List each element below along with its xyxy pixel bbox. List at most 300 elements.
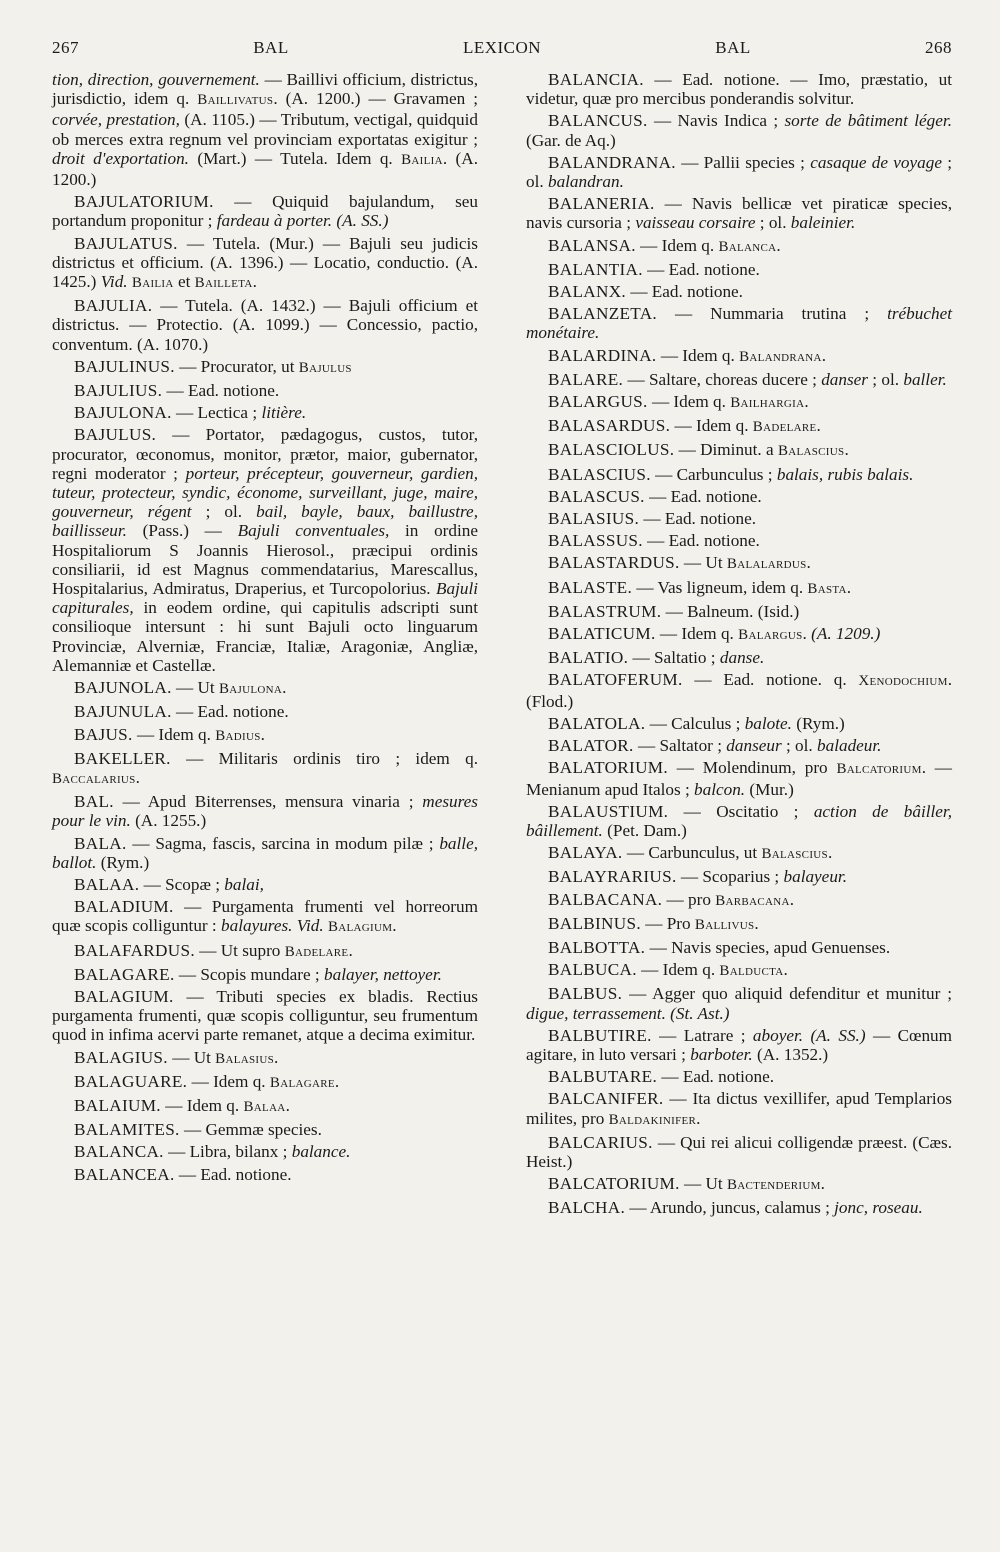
- entry-text: — Baillivi officium, districtus, jurisdictio, idem q.: [52, 70, 478, 109]
- entry-text: .: [820, 1174, 825, 1194]
- dictionary-entry: [526, 260, 952, 279]
- entry-italic-text: litière.: [261, 403, 307, 423]
- entry-text: — Saltator ;: [633, 736, 727, 756]
- entry-text: ; ol.: [191, 502, 257, 522]
- entry-text: — Ut: [171, 678, 219, 698]
- entry-italic-text: fardeau à porter.: [216, 211, 333, 231]
- entry-cross-reference: Balducta: [719, 963, 784, 980]
- entry-headword: BAJUNOLA.: [74, 678, 172, 698]
- entry-text: .: [827, 843, 833, 863]
- entry-cross-reference: Bailia: [131, 275, 174, 292]
- dictionary-entry: [526, 346, 952, 367]
- dictionary-entry: [52, 296, 478, 354]
- entry-text: — Tutela. (A. 1432.) — Bajuli officium et districtus. — Protectio. (A. 1099.) — Concessio, pactio, conventum. (A. 1070.): [52, 296, 478, 354]
- entry-headword: BAJULONA.: [74, 403, 172, 423]
- entry-text: .: [783, 960, 788, 980]
- entry-text: .: [802, 624, 812, 644]
- entry-text: — Quiquid bajulandum, seu portandum proponitur ;: [52, 192, 478, 231]
- dictionary-entry: [526, 282, 952, 301]
- entry-headword: BALAGARE.: [74, 964, 175, 984]
- entry-headword: BALBINUS.: [548, 913, 641, 933]
- dictionary-entry: [52, 725, 478, 746]
- left-running-title: BAL: [253, 38, 289, 57]
- entry-italic-text: Vid.: [100, 272, 128, 292]
- entry-headword: BALANTIA.: [548, 259, 643, 279]
- entry-headword: BALANCUS.: [548, 111, 648, 131]
- entry-headword: BALARGUS.: [548, 392, 648, 412]
- entry-headword: BALAGIUS.: [74, 1047, 168, 1067]
- entry-cross-reference: Balanca: [718, 238, 777, 255]
- entry-text: — Portator, pædagogus, custos, tutor, procurator, œconomus, monitor, prætor, maior, gubernator, regni moderator ;: [52, 425, 478, 483]
- dictionary-entry: [526, 602, 952, 621]
- dictionary-entry: [526, 624, 952, 645]
- dictionary-entry: [526, 440, 952, 461]
- entry-italic-text: baladeur.: [817, 736, 882, 756]
- entry-text: . (Flod.): [526, 670, 952, 711]
- entry-text: .: [844, 440, 849, 460]
- entry-headword: BALATOR.: [548, 736, 634, 756]
- entry-text: (Mart.) — Tutela. Idem q.: [188, 148, 402, 168]
- entry-text: — Ead. notione.: [657, 1067, 774, 1087]
- entry-italic-text: (A. SS.): [810, 1025, 866, 1045]
- entry-text: — Scopis mundare ;: [174, 964, 324, 984]
- entry-text: — Idem q.: [635, 235, 719, 255]
- entry-headword: BALCARIUS.: [548, 1132, 653, 1152]
- entry-text: (A. 1105.) — Tributum, vectigal, quidquid ob merces extra regnum vel provinciam exportatas exigitur ;: [52, 110, 478, 149]
- entry-cross-reference: Baccalarius: [52, 770, 136, 787]
- dictionary-entry: [526, 1067, 952, 1086]
- entry-headword: BALASCIUS.: [548, 464, 651, 484]
- entry-italic-text: danser: [821, 369, 868, 389]
- dictionary-entry: [526, 553, 952, 574]
- right-column: [526, 70, 952, 1221]
- dictionary-entry: [526, 153, 952, 191]
- entry-text: in eodem ordine, qui capitulis adscripti sunt consilioque intersunt : hi sunt Bajuli octo linguarum Provinciæ, Alverniæ, Franciæ, Italiæ, Aragoniæ, Angliæ, Alemanniæ et Castellæ.: [52, 598, 478, 675]
- entry-italic-text: porteur, précepteur, gouverneur, gardien, tuteur, protecteur, syndic, économe, surveillant, juge, maire, gouverneur, régent: [52, 463, 478, 522]
- entry-text: — Cœnum agitare, in luto versari ;: [526, 1025, 952, 1064]
- entry-text: — Libra, bilanx ;: [163, 1142, 292, 1162]
- dictionary-entry: [52, 834, 478, 872]
- entry-text: — Scopæ ;: [139, 874, 225, 894]
- entry-text: ; ol.: [868, 369, 904, 389]
- entry-cross-reference: Bailleta: [194, 275, 253, 292]
- entry-text: — Ead. notione.: [171, 702, 289, 722]
- entry-headword: BAJULATORIUM.: [74, 192, 214, 212]
- entry-text: — Navis bellicæ vet piraticæ species, navis cursoria ;: [526, 194, 952, 233]
- dictionary-entry: [526, 111, 952, 149]
- entry-text: .: [260, 724, 265, 744]
- entry-text: .: [274, 1047, 279, 1067]
- entry-text: ; ol.: [526, 152, 953, 192]
- entry-italic-text: balai,: [224, 874, 264, 894]
- dictionary-entry: [526, 531, 952, 550]
- entry-italic-text: balandran.: [547, 172, 624, 192]
- entry-italic-text: balais, rubis balais.: [776, 464, 914, 484]
- entry-text: .: [334, 1071, 340, 1091]
- dictionary-entry: [52, 1096, 478, 1117]
- entry-text: — Navis Indica ;: [647, 111, 785, 131]
- entry-italic-text: droit d'exportation.: [52, 148, 189, 168]
- entry-text: .: [135, 767, 140, 787]
- entry-text: — Agger quo aliquid defenditur et munitur ;: [622, 984, 952, 1004]
- entry-cross-reference: Barbacana: [715, 892, 790, 909]
- entry-text: — Ead. notione.: [639, 509, 756, 529]
- center-running-title: LEXICON: [462, 38, 542, 57]
- entry-italic-text: baller.: [903, 369, 947, 389]
- entry-headword: BALAGIUM.: [74, 986, 174, 1006]
- entry-italic-text: trébuchet monétaire.: [526, 304, 952, 343]
- entry-cross-reference: Bajulus: [298, 359, 352, 376]
- entry-text: — Ead. notione.: [174, 1164, 292, 1184]
- entry-italic-text: Bajuli conventuales,: [237, 521, 390, 541]
- entry-text: — Ead. notione.: [642, 259, 760, 279]
- dictionary-entry: [526, 648, 952, 667]
- entry-headword: BAJULIA.: [74, 296, 153, 316]
- entry-headword: BAJULUS.: [74, 425, 157, 445]
- dictionary-entry: [52, 381, 478, 400]
- entry-text: — Nummaria trutina ;: [657, 304, 888, 324]
- entry-text: .: [348, 940, 353, 960]
- entry-headword: BALANCEA.: [74, 1164, 175, 1184]
- entry-text: (Gar. de Aq.): [526, 130, 616, 150]
- entry-text: .: [776, 235, 781, 255]
- dictionary-entry: [52, 357, 478, 378]
- entry-text: (Rym.): [96, 852, 150, 872]
- entry-italic-text: balcon.: [694, 779, 746, 799]
- dictionary-entry: [526, 509, 952, 528]
- entry-headword: BALARE.: [548, 369, 624, 389]
- entry-italic-text: action de bâiller, bâillement.: [526, 801, 952, 840]
- entry-headword: BALASIUS.: [548, 509, 640, 529]
- entry-cross-reference: Balalardus: [726, 556, 807, 573]
- entry-text: (Pet. Dam.): [602, 820, 687, 840]
- entry-headword: BALANERIA.: [548, 194, 655, 214]
- entry-italic-text: balance.: [291, 1142, 351, 1162]
- entry-headword: BALANX.: [548, 282, 627, 302]
- entry-headword: BALA.: [74, 833, 127, 853]
- entry-italic-text: balayeur.: [783, 867, 847, 887]
- entry-headword: BAKELLER.: [74, 748, 171, 768]
- entry-text: ; ol.: [781, 736, 818, 756]
- entry-text: — Scoparius ;: [676, 867, 784, 887]
- dictionary-entry: [52, 678, 478, 699]
- entry-italic-text: digue, terrassement.: [526, 1003, 666, 1023]
- entry-text: — Pro: [640, 913, 695, 933]
- dictionary-entry: [526, 465, 952, 484]
- entry-text: — Ead. notione. q.: [682, 670, 859, 690]
- entry-text: .: [285, 1095, 290, 1115]
- entry-text: — Idem q.: [160, 1095, 244, 1115]
- entry-headword: BALASCUS.: [548, 486, 645, 506]
- entry-text: (Pass.) —: [126, 521, 238, 541]
- entry-cross-reference: Badelare: [752, 419, 817, 436]
- entry-cross-reference: Balagium: [327, 919, 393, 936]
- entry-text: — pro: [662, 889, 716, 909]
- entry-text: .: [804, 392, 809, 412]
- dictionary-entry: [526, 1133, 952, 1171]
- entry-cross-reference: Baldakinifer: [608, 1111, 697, 1128]
- dictionary-entry: [52, 1142, 478, 1161]
- dictionary-entry: [52, 749, 478, 789]
- entry-text: .: [816, 416, 821, 436]
- entry-italic-text: baleinier.: [790, 213, 856, 233]
- entry-italic-text: Bajuli capiturales,: [52, 579, 478, 618]
- dictionary-entry: [52, 792, 478, 830]
- entry-italic-text: vaisseau corsaire: [635, 213, 756, 233]
- entry-italic-text: jonc, roseau.: [834, 1198, 923, 1218]
- entry-headword: BALCANIFER.: [548, 1089, 664, 1109]
- entry-cross-reference: Balcatorium: [836, 761, 922, 778]
- entry-headword: BALANCIA.: [548, 70, 644, 89]
- entry-cross-reference: Balaa: [243, 1098, 286, 1115]
- entry-text: — Purgamenta frumenti vel horreorum quæ scopis colliguntur :: [52, 897, 478, 936]
- entry-text: — Ut: [679, 553, 727, 573]
- dictionary-entry: [526, 890, 952, 911]
- entry-text: — Balneum. (Isid.): [661, 601, 800, 621]
- entry-cross-reference: Basta: [807, 580, 847, 597]
- entry-text: . — Menianum apud Italos ;: [526, 758, 952, 799]
- dictionary-entry: [526, 714, 952, 733]
- entry-text: — Navis species, apud Genuenses.: [645, 937, 891, 957]
- entry-headword: BALADIUM.: [74, 897, 174, 917]
- entry-text: — Idem q.: [132, 724, 216, 744]
- dictionary-entry: [526, 914, 952, 935]
- entry-italic-text: balote.: [744, 713, 792, 733]
- entry-cross-reference: Bailia: [401, 151, 443, 168]
- entry-headword: BAJULIUS.: [74, 381, 163, 401]
- entry-text: — Vas ligneum, idem q.: [632, 577, 808, 597]
- dictionary-entry: [52, 702, 478, 721]
- entry-headword: BALBUS.: [548, 984, 623, 1004]
- entry-text: — Ut: [167, 1047, 216, 1067]
- entry-italic-text: barboter.: [690, 1044, 753, 1064]
- dictionary-entry: [52, 1165, 478, 1184]
- dictionary-entry: [52, 1048, 478, 1069]
- entry-headword: BAJULINUS.: [74, 356, 175, 376]
- entry-text: — Ita dictus vexillifer, apud Templarios milites, pro: [526, 1089, 952, 1128]
- entry-text: (Mur.): [745, 779, 794, 799]
- entry-text: — Oscitatio ;: [668, 801, 814, 821]
- entry-text: — Ead. notione. — Imo, præstatio, ut videtur, quæ pro mercibus ponderandis solvitur.: [526, 70, 952, 109]
- entry-headword: BALATIO.: [548, 648, 629, 668]
- entry-italic-text: (A. 1209.): [811, 624, 881, 644]
- text-columns: [52, 70, 952, 1221]
- dictionary-entry: [52, 403, 478, 422]
- entry-text: — Ead. notione.: [162, 381, 280, 401]
- dictionary-entry: [526, 867, 952, 886]
- entry-italic-text: Vid.: [296, 916, 324, 936]
- dictionary-entry: [526, 1174, 952, 1195]
- entry-text: .: [806, 553, 811, 573]
- entry-text: — Ut supro: [194, 940, 285, 960]
- entry-cross-reference: Xenodochium: [858, 673, 948, 690]
- entry-text: (A. 1255.): [130, 811, 207, 831]
- entry-text: — Qui rei alicui colligendæ præest. (Cæs. Heist.): [526, 1132, 952, 1171]
- entry-text: — Tributi species ex bladis. Rectius purgamenta frumenti, quæ scopis colliguntur, seu frumentum quod in infima acervi parte remanet, atque a decima eximitur.: [52, 986, 478, 1045]
- entry-headword: BALCATORIUM.: [548, 1174, 680, 1194]
- entry-text: .: [754, 913, 759, 933]
- dictionary-entry: [526, 1026, 952, 1064]
- dictionary-entry: [526, 960, 952, 981]
- entry-cross-reference: Ballivus: [694, 916, 755, 933]
- entry-italic-text: sorte de bâtiment léger.: [784, 111, 952, 131]
- entry-headword: BALASCIOLUS.: [548, 440, 675, 460]
- entry-cross-reference: Balascius: [761, 846, 828, 863]
- entry-cross-reference: Badelare: [284, 943, 349, 960]
- dictionary-entry: [526, 370, 952, 389]
- dictionary-entry: [526, 1089, 952, 1129]
- dictionary-entry: [526, 670, 952, 710]
- entry-text: — Procurator, ut: [174, 356, 299, 376]
- entry-text: .: [252, 272, 257, 292]
- entry-headword: BAJUS.: [74, 724, 133, 744]
- entry-text: — Idem q.: [636, 960, 720, 980]
- dictionary-entry: [526, 984, 952, 1022]
- entry-cross-reference: Baillivatus: [197, 92, 274, 109]
- entry-text: .: [846, 577, 852, 597]
- dictionary-entry: [52, 987, 478, 1045]
- entry-cross-reference: Badius: [215, 727, 261, 744]
- entry-text: — Carbunculus ;: [650, 464, 777, 484]
- entry-text: — Saltare, choreas ducere ;: [623, 369, 822, 389]
- entry-cross-reference: Bajulona: [218, 681, 283, 698]
- entry-headword: BALAA.: [74, 874, 140, 894]
- entry-italic-text: aboyer.: [752, 1025, 804, 1045]
- entry-italic-text: bail, bayle, baux, baillustre, baillisseur.: [52, 502, 478, 541]
- dictionary-entry: [526, 736, 952, 755]
- entry-text: — Ead. notione.: [644, 486, 762, 506]
- entry-text: et: [173, 272, 195, 292]
- entry-headword: BALAFARDUS.: [74, 940, 195, 960]
- entry-headword: BALAUSTIUM.: [548, 801, 669, 821]
- entry-cross-reference: Bactenderium: [727, 1177, 821, 1194]
- entry-headword: BALBOTTA.: [548, 937, 646, 957]
- dictionary-entry: [526, 802, 952, 840]
- entry-text: (A. 1352.): [752, 1044, 829, 1064]
- running-header: [52, 38, 952, 58]
- dictionary-entry: [526, 938, 952, 957]
- dictionary-entry: [526, 487, 952, 506]
- entry-text: . (A. 1200.) — Gravamen ;: [273, 89, 478, 109]
- entry-headword: BALAIUM.: [74, 1095, 161, 1115]
- entry-italic-text: danseur: [726, 736, 782, 756]
- entry-text: — Idem q.: [187, 1071, 270, 1091]
- entry-text: — Calculus ;: [645, 713, 745, 733]
- entry-headword: BAJULATUS.: [74, 233, 178, 253]
- entry-headword: BALASARDUS.: [548, 416, 671, 436]
- entry-headword: BALBUTIRE.: [548, 1025, 652, 1045]
- entry-text: — Diminut. a: [674, 440, 778, 460]
- entry-italic-text: balle, ballot.: [52, 833, 478, 872]
- entry-headword: BALAYRARIUS.: [548, 867, 677, 887]
- entry-headword: BALBUCA.: [548, 960, 637, 980]
- entry-headword: BALCHA.: [548, 1198, 626, 1218]
- entry-cross-reference: Balandrana: [739, 348, 822, 365]
- entry-headword: BALATOLA.: [548, 713, 646, 733]
- entry-cross-reference: Balagare: [269, 1074, 335, 1091]
- dictionary-entry: [526, 236, 952, 257]
- dictionary-entry: [526, 392, 952, 413]
- entry-headword: BALANSA.: [548, 235, 636, 255]
- left-page-number: 267: [52, 38, 79, 57]
- entry-headword: BALASTE.: [548, 577, 633, 597]
- right-page-number: 268: [924, 38, 952, 57]
- entry-headword: BALANZETA.: [548, 304, 658, 324]
- entry-text: .: [789, 889, 794, 909]
- dictionary-entry: [52, 875, 478, 894]
- entry-headword: BAL.: [74, 792, 114, 812]
- entry-text: — Idem q.: [647, 392, 731, 412]
- entry-headword: BALANDRANA.: [548, 152, 676, 172]
- entry-italic-text: balayer, nettoyer.: [324, 964, 442, 984]
- entry-italic-text: corvée, prestation,: [52, 110, 180, 130]
- entry-text: — Ead. notione.: [626, 282, 743, 302]
- dictionary-entry: [526, 758, 952, 798]
- entry-italic-text: danse.: [719, 648, 765, 668]
- entry-text: — Saltatio ;: [628, 648, 720, 668]
- entry-text: .: [821, 345, 827, 365]
- dictionary-entry: [52, 234, 478, 294]
- entry-headword: BALANCA.: [74, 1142, 164, 1162]
- entry-text: — Pallii species ;: [675, 152, 811, 172]
- entry-headword: BALATOFERUM.: [548, 670, 683, 690]
- entry-cross-reference: Balasius: [215, 1050, 275, 1067]
- dictionary-entry: [52, 425, 478, 675]
- entry-headword: BALARDINA.: [548, 345, 657, 365]
- dictionary-entry: [526, 416, 952, 437]
- entry-text: in ordine Hospitaliorum S Joannis Hierosol., præcipui ordinis consiliarii, id est Magnus commendatarius, Marescallus, Hospitalarius, Admiratus, Draperius, et Turcopolorius.: [52, 521, 478, 599]
- dictionary-entry: [526, 578, 952, 599]
- entry-italic-text: (St. Ast.): [670, 1003, 730, 1023]
- entry-cross-reference: Bailhargia: [730, 395, 805, 412]
- entry-cross-reference: Balargus: [738, 627, 803, 644]
- entry-text: .: [392, 916, 397, 936]
- dictionary-entry: [52, 965, 478, 984]
- left-column: [52, 70, 478, 1221]
- entry-headword: BAJUNULA.: [74, 702, 172, 722]
- entry-text: — Militaris ordinis tiro ; idem q.: [170, 748, 478, 768]
- entry-text: — Idem q.: [670, 416, 753, 436]
- entry-text: — Molendinum, pro: [667, 758, 837, 778]
- entry-text: — Carbunculus, ut: [622, 843, 762, 863]
- entry-text: — Gemmæ species.: [179, 1120, 322, 1140]
- entry-text: .: [282, 678, 287, 698]
- dictionary-entry: [52, 941, 478, 962]
- entry-text: — Lectica ;: [171, 403, 262, 423]
- entry-headword: BALASTARDUS.: [548, 553, 680, 573]
- entry-text: — Ut: [679, 1174, 727, 1194]
- entry-headword: BALATICUM.: [548, 624, 656, 644]
- dictionary-entry: [52, 1120, 478, 1139]
- dictionary-entry: [526, 843, 952, 864]
- entry-headword: BALAMITES.: [74, 1120, 180, 1140]
- entry-text: — Idem q.: [656, 345, 740, 365]
- entry-text: — Ead. notione.: [642, 531, 760, 551]
- entry-text: ; ol.: [755, 213, 791, 233]
- entry-cross-reference: Balascius: [777, 443, 845, 460]
- entry-headword: BALAYA.: [548, 843, 623, 863]
- dictionary-entry: [52, 1072, 478, 1093]
- entry-text: . (A. 1200.): [52, 148, 478, 190]
- entry-headword: BALATORIUM.: [548, 758, 668, 778]
- entry-headword: BALASTRUM.: [548, 601, 662, 621]
- entry-text: — Arundo, juncus, calamus ;: [625, 1198, 835, 1218]
- entry-italic-text: mesures pour le vin.: [52, 792, 478, 831]
- entry-italic-text: casaque de voyage: [810, 152, 942, 172]
- entry-headword: BALBACANA.: [548, 889, 663, 909]
- dictionary-entry: [526, 304, 952, 342]
- entry-italic-text: balayures.: [221, 916, 293, 936]
